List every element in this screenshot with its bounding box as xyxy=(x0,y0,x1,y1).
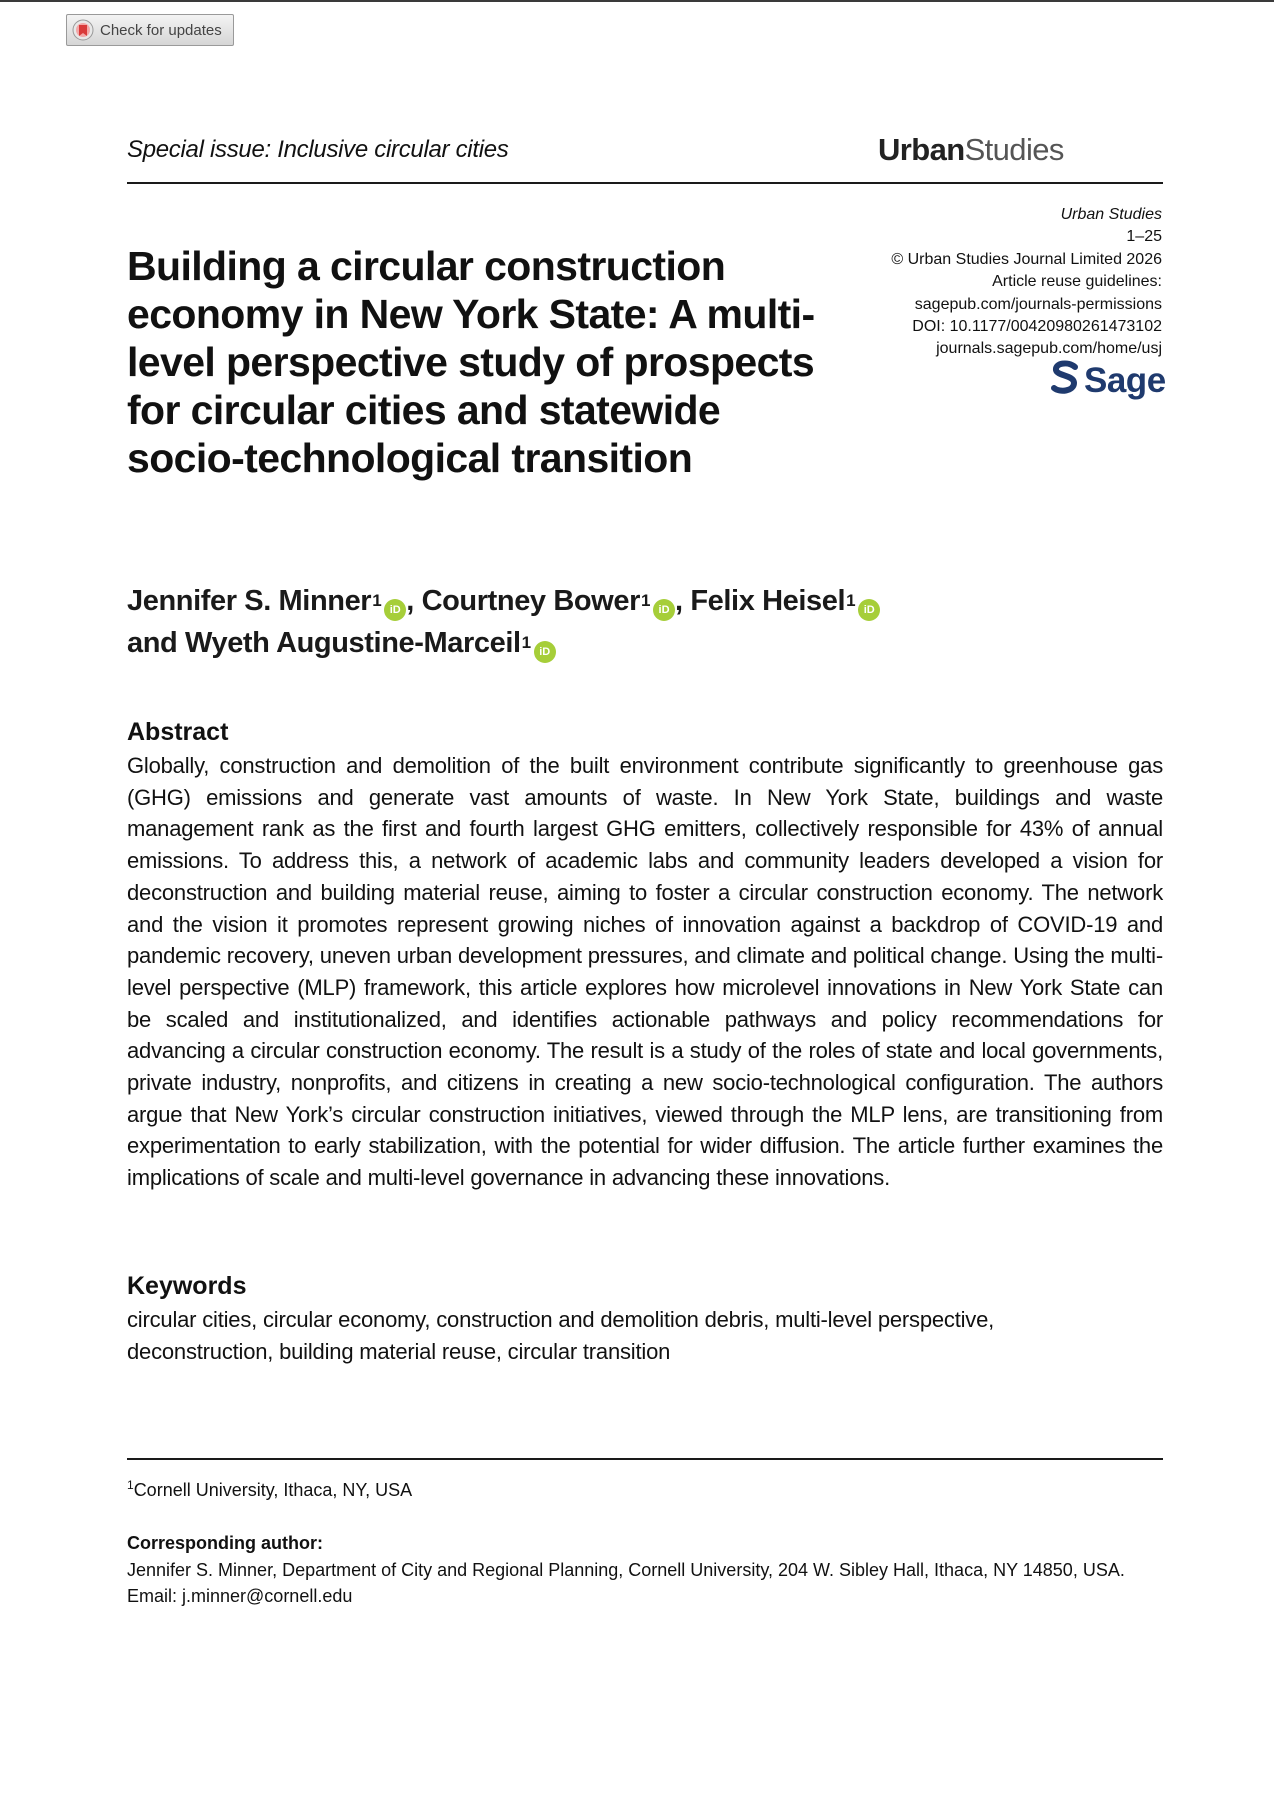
footer-divider xyxy=(127,1458,1163,1460)
keywords-text: circular cities, circular economy, construction and demolition debris, multi-level perspective, deconstruction, building material reuse, circular transition xyxy=(127,1307,995,1364)
author-affiliation-marker: 1 xyxy=(521,633,531,652)
sage-logo-icon xyxy=(1050,360,1080,401)
author xyxy=(422,585,675,617)
orcid-icon[interactable]: iD xyxy=(653,599,675,621)
author-name: Jennifer S. Minner xyxy=(127,585,372,617)
author-name: Felix Heisel xyxy=(690,585,846,617)
article-title: Building a circular construction economy in New York State: A multi-level perspective study of prospects for circular cities and statewide socio-technological transition xyxy=(127,243,815,481)
journal-logo xyxy=(878,132,1064,168)
author-separator: , xyxy=(675,585,691,617)
author-affiliation-marker: 1 xyxy=(372,591,382,610)
meta-reuse-label: Article reuse guidelines: xyxy=(992,273,1162,291)
author-name: Courtney Bower xyxy=(421,585,640,617)
keywords-heading: Keywords xyxy=(127,1272,247,1300)
author-conjunction: and xyxy=(127,627,186,659)
author xyxy=(185,627,556,659)
top-border xyxy=(0,0,1274,2)
affiliation-number: 1 xyxy=(127,1478,134,1492)
orcid-icon[interactable]: iD xyxy=(534,641,556,663)
check-for-updates-icon xyxy=(72,19,94,41)
affiliation-text: Cornell University, Ithaca, NY, USA xyxy=(133,1480,413,1500)
author-affiliation-marker: 1 xyxy=(846,591,856,610)
meta-reuse-link[interactable]: sagepub.com/journals-permissions xyxy=(914,295,1162,313)
journal-logo-light: Studies xyxy=(964,132,1064,167)
special-issue-label: Special issue: Inclusive circular cities xyxy=(127,136,509,163)
meta-copyright: © Urban Studies Journal Limited 2026 xyxy=(891,250,1162,268)
meta-doi[interactable]: DOI: 10.1177/00420980261473102 xyxy=(912,318,1162,336)
check-for-updates-label: Check for updates xyxy=(100,21,222,39)
abstract-heading: Abstract xyxy=(127,718,229,746)
author-separator: , xyxy=(406,585,422,617)
sage-logo xyxy=(1050,360,1166,401)
author-list xyxy=(127,582,1127,666)
author xyxy=(690,585,880,617)
corresponding-author-address: Jennifer S. Minner, Department of City and Regional Planning, Cornell University, 204 W. Sibley Hall, Ithaca, NY 14850, USA. xyxy=(127,1560,1125,1580)
corresponding-author-details xyxy=(127,1558,1163,1609)
author xyxy=(127,585,406,617)
meta-home-link[interactable]: journals.sagepub.com/home/usj xyxy=(936,340,1162,358)
corresponding-author-heading: Corresponding author: xyxy=(127,1533,323,1553)
abstract-text: Globally, construction and demolition of the built environment contribute significantly to greenhouse gas (GHG) emissions and generate vast amounts of waste. In New York State, buildings and waste management rank as the first and fourth largest GHG emitters, collectively responsible for 43% of annual emissions. To address this, a network of academic labs and community leaders developed a vision for deconstruction and building material reuse, aiming to foster a circular construction economy. The network and the vision it promotes represent growing niches of innovation against a backdrop of COVID-19 and pandemic recovery, uneven urban development pressures, and climate and political change. Using the multi-level perspective (MLP) framework, this article explores how microlevel innovations in New York State can be scaled and institutionalized, and identifies actionable pathways and policy recommendations for advancing a circular construction economy. The result is a study of the roles of state and local governments, private industry, nonprofits, and citizens in creating a new socio-technological configuration. The authors argue that New York’s circular construction initiatives, viewed through the MLP lens, are transitioning from experimentation to early stabilization, with the potential for wider diffusion. The article further examines the implications of scale and multi-level governance in advancing these innovations. xyxy=(127,753,1163,1191)
sage-logo-word: Sage xyxy=(1084,360,1166,400)
header-divider xyxy=(127,182,1163,184)
journal-logo-bold: Urban xyxy=(878,132,965,167)
orcid-icon[interactable]: iD xyxy=(858,599,880,621)
meta-pages: 1–25 xyxy=(1126,228,1162,246)
affiliation xyxy=(127,1478,412,1501)
author-name: Wyeth Augustine-Marceil xyxy=(185,627,521,659)
check-for-updates-button[interactable] xyxy=(66,14,234,46)
orcid-icon[interactable]: iD xyxy=(384,599,406,621)
corresponding-author-email[interactable]: Email: j.minner@cornell.edu xyxy=(127,1585,353,1606)
author-affiliation-marker: 1 xyxy=(640,591,651,610)
meta-journal: Urban Studies xyxy=(1060,206,1162,223)
